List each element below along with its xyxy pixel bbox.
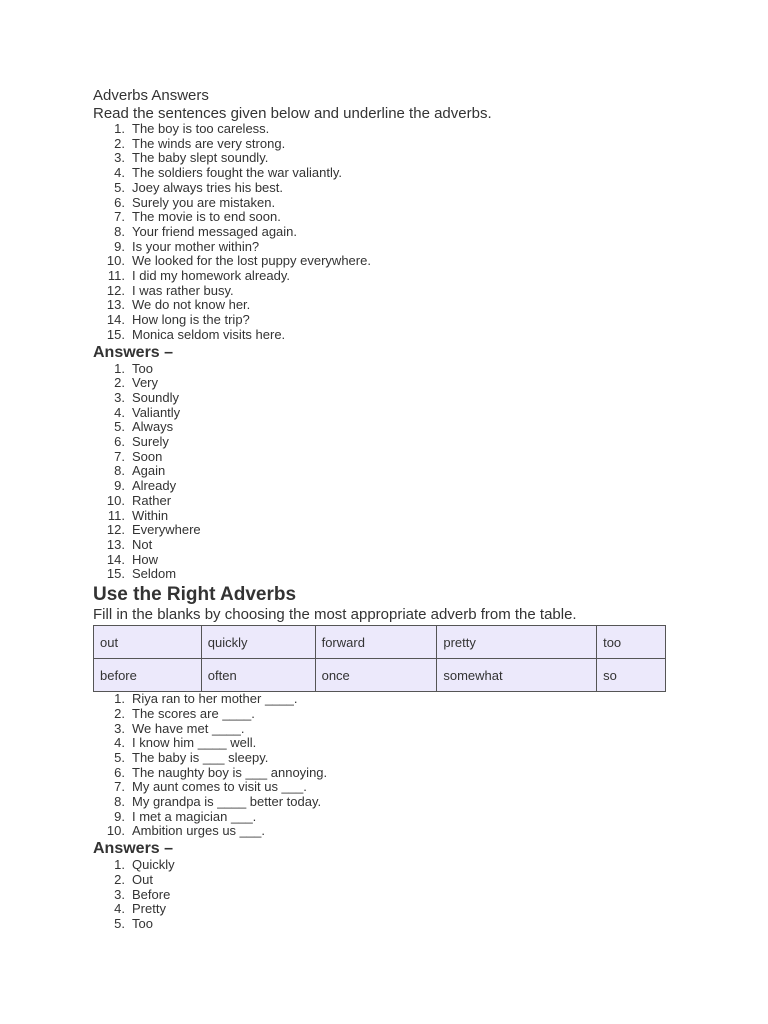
list-number: 8. bbox=[114, 794, 125, 810]
answer-item bbox=[93, 858, 768, 873]
answer-item bbox=[93, 917, 768, 932]
list-number: 7. bbox=[114, 779, 125, 795]
sentence-item bbox=[93, 210, 768, 225]
list-item-text: Valiantly bbox=[132, 404, 181, 420]
section1-answer-list bbox=[93, 362, 768, 583]
list-item-text: The baby is ___ sleepy. bbox=[132, 749, 269, 765]
list-item-text: How long is the trip? bbox=[132, 312, 250, 328]
list-number: 9. bbox=[114, 808, 125, 824]
list-item-text: Pretty bbox=[132, 901, 166, 917]
list-number: 2. bbox=[114, 135, 125, 151]
list-item-text: I met a magician ___. bbox=[132, 808, 257, 824]
sentence-item bbox=[93, 196, 768, 211]
list-item-text: Surely bbox=[132, 434, 169, 450]
sentence-item bbox=[93, 328, 768, 343]
list-number: 6. bbox=[114, 434, 125, 450]
answer-item bbox=[93, 553, 768, 568]
adverb-table bbox=[93, 625, 666, 692]
section1-answers-heading: Answers – bbox=[93, 343, 174, 361]
answer-item bbox=[93, 523, 768, 538]
list-number: 6. bbox=[114, 764, 125, 780]
answer-item bbox=[93, 479, 768, 494]
list-number: 12. bbox=[106, 282, 125, 298]
sentence-item bbox=[93, 254, 768, 269]
section2-answer-list bbox=[93, 858, 768, 932]
list-item-text: Monica seldom visits here. bbox=[132, 326, 286, 342]
section2-heading: Use the Right Adverbs bbox=[93, 584, 297, 606]
list-item-text: Before bbox=[132, 886, 171, 902]
table-row bbox=[94, 659, 666, 692]
list-number: 11. bbox=[107, 268, 125, 284]
table-cell: once bbox=[315, 659, 437, 692]
fill-blank-item bbox=[93, 795, 768, 810]
list-number: 7. bbox=[114, 448, 125, 464]
list-item-text: Very bbox=[132, 375, 159, 391]
answer-item bbox=[93, 494, 768, 509]
answer-item bbox=[93, 873, 768, 888]
list-item-text: The scores are ____. bbox=[132, 705, 255, 721]
answer-item bbox=[93, 420, 768, 435]
list-number: 5. bbox=[114, 419, 125, 435]
list-item-text: How bbox=[132, 551, 159, 567]
list-number: 9. bbox=[114, 238, 125, 254]
list-number: 1. bbox=[114, 121, 125, 136]
answer-item bbox=[93, 888, 768, 903]
list-item-text: Riya ran to her mother ____. bbox=[132, 691, 298, 707]
list-number: 5. bbox=[114, 179, 125, 195]
list-number: 1. bbox=[114, 857, 125, 873]
sentence-item bbox=[93, 151, 768, 166]
list-item-text: Is your mother within? bbox=[132, 238, 260, 254]
list-number: 4. bbox=[114, 165, 125, 181]
fill-blank-item bbox=[93, 736, 768, 751]
fill-blank-item bbox=[93, 707, 768, 722]
answer-item bbox=[93, 509, 768, 524]
list-item-text: Surely you are mistaken. bbox=[132, 194, 276, 210]
list-item-text: Soundly bbox=[132, 389, 179, 405]
answer-item bbox=[93, 464, 768, 479]
list-item-text: Everywhere bbox=[132, 522, 201, 538]
list-number: 14. bbox=[106, 551, 125, 567]
list-number: 2. bbox=[114, 375, 125, 391]
sentence-item bbox=[93, 240, 768, 255]
section2-sentence-list bbox=[93, 692, 768, 839]
list-item-text: Too bbox=[132, 360, 153, 376]
list-number: 3. bbox=[114, 886, 125, 902]
table-cell: before bbox=[94, 659, 202, 692]
answer-item bbox=[93, 391, 768, 406]
list-item-text: Joey always tries his best. bbox=[132, 179, 284, 195]
list-number: 4. bbox=[114, 735, 125, 751]
sentence-item bbox=[93, 269, 768, 284]
list-item-text: I did my homework already. bbox=[132, 268, 290, 284]
list-item-text: Too bbox=[132, 915, 153, 931]
table-cell: often bbox=[201, 659, 315, 692]
table-cell: somewhat bbox=[437, 659, 597, 692]
list-number: 8. bbox=[114, 223, 125, 239]
list-item-text: My grandpa is ____ better today. bbox=[132, 794, 322, 810]
table-cell: quickly bbox=[201, 626, 315, 659]
list-number: 11. bbox=[107, 507, 125, 523]
list-item-text: Already bbox=[132, 478, 177, 494]
list-number: 3. bbox=[114, 720, 125, 736]
list-item-text: We have met ____. bbox=[132, 720, 245, 736]
list-number: 13. bbox=[106, 536, 125, 552]
section1-instruction: Read the sentences given below and underline the adverbs. bbox=[93, 105, 492, 122]
sentence-item bbox=[93, 313, 768, 328]
list-number: 3. bbox=[114, 389, 125, 405]
list-item-text: We do not know her. bbox=[132, 297, 251, 313]
list-number: 12. bbox=[106, 522, 125, 538]
list-number: 7. bbox=[114, 209, 125, 225]
table-cell: too bbox=[597, 626, 666, 659]
list-number: 13. bbox=[106, 297, 125, 313]
list-number: 9. bbox=[114, 478, 125, 494]
list-item-text: I was rather busy. bbox=[132, 282, 234, 298]
fill-blank-item bbox=[93, 766, 768, 781]
sentence-item bbox=[93, 181, 768, 196]
sentence-item bbox=[93, 122, 768, 137]
list-number: 4. bbox=[114, 901, 125, 917]
list-item-text: Rather bbox=[132, 492, 172, 508]
sentence-item bbox=[93, 284, 768, 299]
sentence-item bbox=[93, 225, 768, 240]
list-number: 2. bbox=[114, 871, 125, 887]
answer-item bbox=[93, 450, 768, 465]
list-number: 10. bbox=[106, 253, 125, 269]
table-cell: pretty bbox=[437, 626, 597, 659]
answer-item bbox=[93, 435, 768, 450]
table-cell: forward bbox=[315, 626, 437, 659]
answer-item bbox=[93, 538, 768, 553]
table-cell: so bbox=[597, 659, 666, 692]
list-number: 15. bbox=[106, 326, 125, 342]
section2-answers-heading: Answers – bbox=[93, 840, 174, 858]
answer-item bbox=[93, 406, 768, 421]
list-item-text: Your friend messaged again. bbox=[132, 223, 298, 239]
sentence-item bbox=[93, 137, 768, 152]
list-item-text: Always bbox=[132, 419, 174, 435]
list-item-text: Within bbox=[132, 507, 169, 523]
answer-item bbox=[93, 362, 768, 377]
list-number: 2. bbox=[114, 705, 125, 721]
list-number: 4. bbox=[114, 404, 125, 420]
list-item-text: Ambition urges us ___. bbox=[132, 823, 265, 839]
table-cell: out bbox=[94, 626, 202, 659]
list-number: 8. bbox=[114, 463, 125, 479]
list-item-text: The baby slept soundly. bbox=[132, 150, 269, 166]
list-item-text: The naughty boy is ___ annoying. bbox=[132, 764, 328, 780]
answer-item bbox=[93, 902, 768, 917]
list-item-text: We looked for the lost puppy everywhere. bbox=[132, 253, 371, 269]
list-number: 10. bbox=[106, 492, 125, 508]
fill-blank-item bbox=[93, 722, 768, 737]
list-item-text: My aunt comes to visit us ___. bbox=[132, 779, 307, 795]
fill-blank-item bbox=[93, 780, 768, 795]
list-number: 1. bbox=[114, 360, 125, 376]
list-item-text: The movie is to end soon. bbox=[132, 209, 281, 225]
sentence-item bbox=[93, 298, 768, 313]
list-item-text: The soldiers fought the war valiantly. bbox=[132, 165, 343, 181]
list-item-text: Quickly bbox=[132, 857, 175, 873]
section1-sentence-list bbox=[93, 122, 768, 343]
list-number: 15. bbox=[106, 566, 125, 582]
list-number: 10. bbox=[106, 823, 125, 839]
list-item-text: Soon bbox=[132, 448, 163, 464]
sentence-item bbox=[93, 166, 768, 181]
fill-blank-item bbox=[93, 692, 768, 707]
list-item-text: Not bbox=[132, 536, 153, 552]
list-number: 6. bbox=[114, 194, 125, 210]
fill-blank-item bbox=[93, 751, 768, 766]
list-number: 5. bbox=[114, 749, 125, 765]
list-item-text: Seldom bbox=[132, 566, 177, 582]
list-item-text: The winds are very strong. bbox=[132, 135, 286, 151]
list-number: 1. bbox=[114, 691, 125, 707]
list-item-text: The boy is too careless. bbox=[132, 121, 270, 136]
answer-item bbox=[93, 376, 768, 391]
document-title: Adverbs Answers bbox=[93, 87, 209, 104]
section2-instruction: Fill in the blanks by choosing the most appropriate adverb from the table. bbox=[93, 606, 577, 624]
list-item-text: Out bbox=[132, 871, 153, 887]
table-row bbox=[94, 626, 666, 659]
fill-blank-item bbox=[93, 810, 768, 825]
fill-blank-item bbox=[93, 824, 768, 839]
list-number: 14. bbox=[106, 312, 125, 328]
list-number: 5. bbox=[114, 915, 125, 931]
list-item-text: I know him ____ well. bbox=[132, 735, 257, 751]
answer-item bbox=[93, 567, 768, 582]
list-number: 3. bbox=[114, 150, 125, 166]
list-item-text: Again bbox=[132, 463, 166, 479]
